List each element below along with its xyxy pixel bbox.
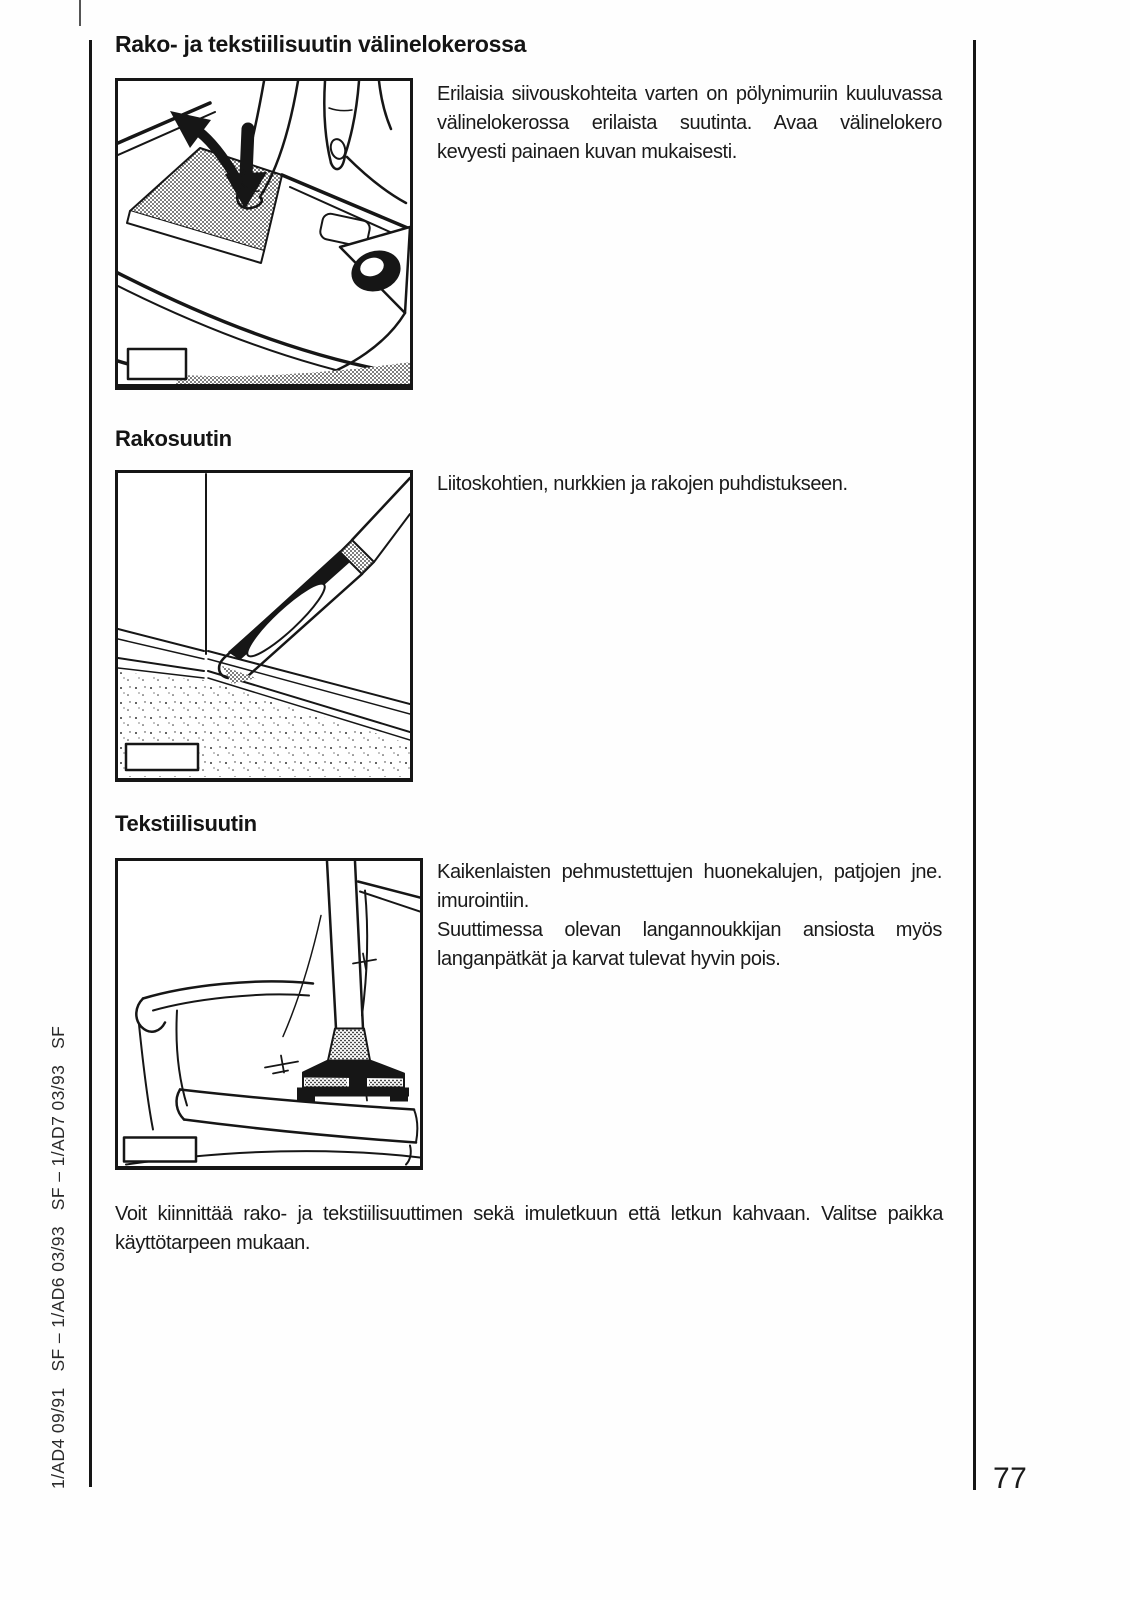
rating-label: [128, 349, 186, 379]
upholstery-paragraph-2: Suuttimessa olevan langannoukkijan ansiosta myös langanpätkät ja karvat tulevat hyvin pois.: [437, 919, 942, 970]
figure-tool-compartment: [115, 78, 413, 390]
upholstery-nozzle-illustration: [118, 861, 420, 1166]
crevice-nozzle: [219, 478, 410, 684]
upholstery-nozzle: [327, 862, 363, 1029]
left-margin-rule: [89, 40, 92, 1487]
heading-rakosuutin: Rakosuutin: [115, 426, 232, 451]
upholstery-paragraphs: [437, 858, 942, 974]
page-number: 77: [993, 1462, 1028, 1495]
page-title: Rako- ja tekstiilisuutin välinelokerossa: [115, 31, 527, 57]
intro-paragraph: Erilaisia siivouskohteita varten on pölynimuriin kuuluvassa välinelokerossa erilaista suutinta. Avaa välinelokero kevyesti painaen kuvan mukaisesti.: [437, 83, 942, 163]
figure-crevice-nozzle: [115, 470, 413, 782]
right-margin-rule: [973, 40, 976, 1490]
press-arrow-icon: [246, 129, 248, 176]
upholstery-paragraph-1: Kaikenlaisten pehmustettujen huonekalujen, patjojen jne. imurointiin.: [437, 861, 942, 912]
caption-box: [124, 1138, 196, 1162]
margin-tick: [79, 0, 81, 26]
footer-paragraph: Voit kiinnittää rako- ja tekstiilisuuttimen sekä imuletkuun että letkun kahvaan. Valitse paikka käyttötarpeen mukaan.: [115, 1203, 943, 1254]
vacuum-compartment-illustration: [118, 81, 410, 384]
crevice-paragraph: Liitoskohtien, nurkkien ja rakojen puhdistukseen.: [437, 473, 848, 495]
print-code-vertical: 1/AD4 09/91 SF – 1/AD6 03/93 SF – 1/AD7 03/93 SF: [48, 1025, 68, 1489]
caption-box: [126, 744, 198, 770]
figure-upholstery-nozzle: [115, 858, 423, 1170]
crevice-nozzle-illustration: [118, 473, 410, 778]
heading-tekstiilisuutin: Tekstiilisuutin: [115, 811, 257, 836]
